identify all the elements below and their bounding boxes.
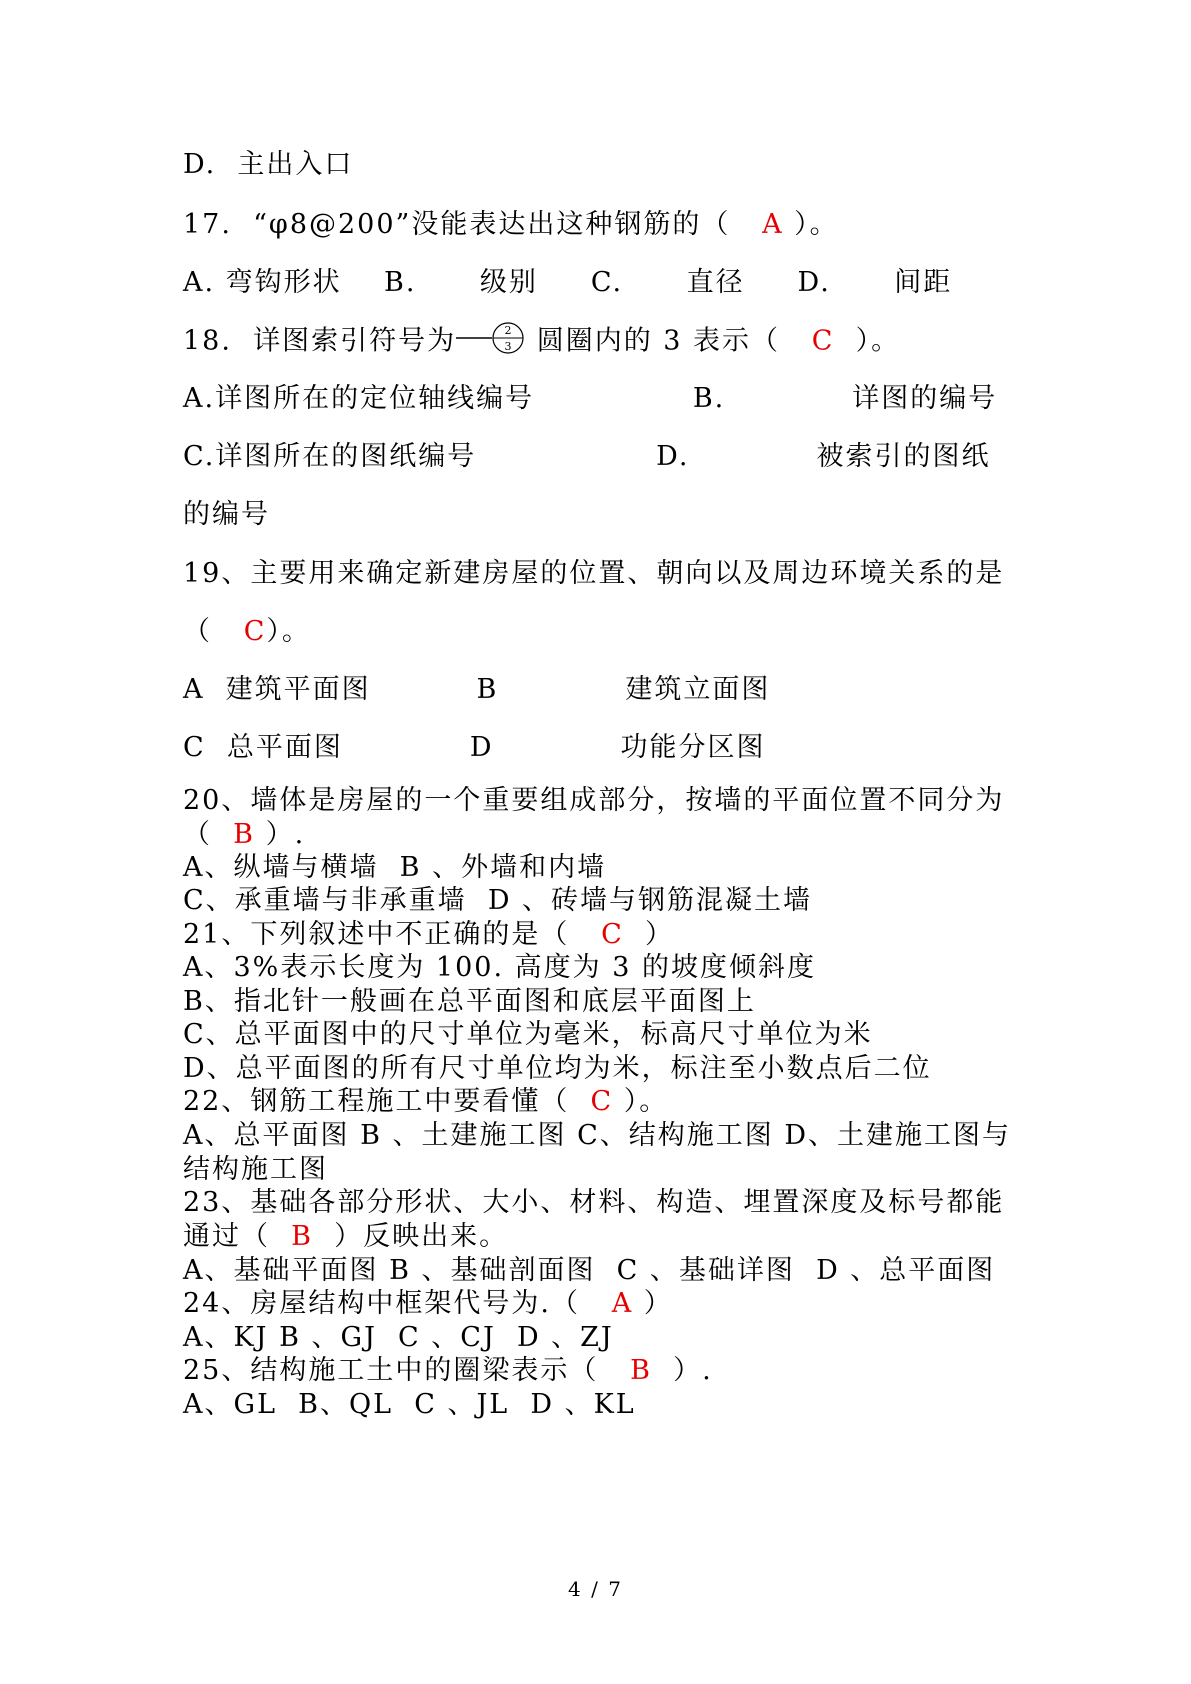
line-text: 24、房屋结构中框架代号为.（ [183, 1288, 612, 1319]
line-text: C、承重墙与非承重墙 D 、砖墙与钢筋混凝土墙 [183, 885, 813, 916]
text-line [183, 731, 765, 765]
answer-letter: B [630, 1355, 652, 1386]
line-text: 17. “φ8@200”没能表达出这种钢筋的（ [183, 209, 763, 240]
text-line [183, 557, 1004, 591]
answer-letter: A [762, 209, 784, 240]
line-text: ）。 [266, 616, 311, 647]
line-text: 圆圈内的 3 表示（ [526, 325, 812, 357]
text-line [183, 1186, 1004, 1220]
line-text: A 建筑平面图 B 建筑立面图 [183, 674, 771, 705]
line-text: ）. [255, 819, 306, 850]
text-line [183, 148, 353, 182]
line-text: A、基础平面图 B 、基础剖面图 C 、基础详图 D 、总平面图 [183, 1255, 996, 1286]
line-text: 通过（ [183, 1221, 292, 1252]
answer-letter: C [590, 1086, 614, 1117]
text-line [183, 1052, 932, 1086]
line-text: A、3%表示长度为 100. 高度为 3 的坡度倾斜度 [183, 952, 816, 983]
text-line [183, 208, 839, 242]
line-text: 18. 详图索引符号为 [183, 325, 457, 357]
text-line [183, 440, 990, 474]
text-line [183, 382, 997, 416]
answer-letter: A [611, 1288, 634, 1319]
text-line [183, 1321, 614, 1355]
answer-letter: B [291, 1221, 314, 1252]
line-text: 23、基础各部分形状、大小、材料、构造、埋置深度及标号都能 [183, 1187, 1005, 1218]
text-line [183, 1119, 1011, 1153]
symbol-bottom-number: 3 [504, 340, 512, 353]
text-line [183, 884, 812, 918]
text-line [183, 784, 1004, 818]
text-line [183, 1354, 713, 1388]
text-line [183, 985, 756, 1019]
text-line [183, 951, 816, 985]
line-text: （ [183, 616, 244, 647]
line-text: 21、下列叙述中不正确的是（ [183, 919, 602, 950]
answer-letter: B [233, 819, 256, 850]
line-text: 22、钢筋工程施工中要看懂（ [183, 1086, 591, 1117]
line-text: C、总平面图中的尺寸单位为毫米，标高尺寸单位为米 [183, 1019, 873, 1050]
text-line [183, 1085, 668, 1119]
line-text: ）反映出来。 [313, 1221, 509, 1252]
line-text: 20、墙体是房屋的一个重要组成部分，按墙的平面位置不同分为 [183, 785, 1005, 816]
line-text: 19、主要用来确定新建房屋的位置、朝向以及周边环境关系的是 [183, 558, 1005, 589]
line-text: D、总平面图的所有尺寸单位均为米，标注至小数点后二位 [183, 1053, 932, 1084]
line-text: C 总平面图 D 功能分区图 [183, 732, 766, 763]
text-line [183, 1018, 873, 1052]
text-line [183, 1388, 636, 1422]
line-text: 25、结构施工土中的圈梁表示（ [183, 1355, 631, 1386]
line-text: C.详图所在的图纸编号 D. 被索引的图纸 [183, 441, 991, 472]
line-text: ）。 [783, 209, 839, 240]
text-line [183, 498, 270, 532]
text-line [183, 918, 674, 952]
text-line [183, 1254, 995, 1288]
line-text: 结构施工图 [183, 1154, 328, 1185]
answer-letter: C [601, 919, 624, 950]
line-text: ）。 [613, 1086, 669, 1117]
line-text: A. 弯钩形状 B. 级别 C. 直径 D. 间距 [183, 267, 953, 298]
line-text: ）。 [834, 325, 901, 357]
answer-letter: C [243, 616, 267, 647]
line-text: A、KJ B 、GJ C 、CJ D 、ZJ [183, 1322, 614, 1353]
text-line [183, 1287, 673, 1321]
text-line [183, 1153, 328, 1187]
text-line [183, 324, 900, 360]
line-text: ） [633, 1288, 673, 1319]
detail-index-symbol-icon [456, 320, 526, 356]
line-text: B、指北针一般画在总平面图和底层平面图上 [183, 986, 756, 1017]
line-text: A、纵墙与横墙 B 、外墙和内墙 [183, 852, 607, 883]
text-line [183, 1220, 508, 1254]
page-number: 4 / 7 [568, 1577, 623, 1601]
line-text: （ [183, 819, 234, 850]
line-text: ） [623, 919, 674, 950]
text-line [183, 673, 770, 707]
line-text: ）. [651, 1355, 713, 1386]
symbol-top-number: 2 [504, 324, 512, 337]
text-line [183, 851, 606, 885]
text-line [183, 266, 952, 300]
text-line [183, 615, 311, 649]
answer-letter: C [811, 325, 835, 357]
line-text: 的编号 [183, 499, 270, 530]
line-text: A.详图所在的定位轴线编号 B. 详图的编号 [183, 383, 998, 414]
text-line [183, 818, 305, 852]
line-text: D. 主出入口 [183, 149, 354, 180]
line-text: A、GL B、QL C 、JL D 、KL [183, 1389, 636, 1420]
line-text: A、总平面图 B 、土建施工图 C、结构施工图 D、土建施工图与 [183, 1120, 1011, 1151]
